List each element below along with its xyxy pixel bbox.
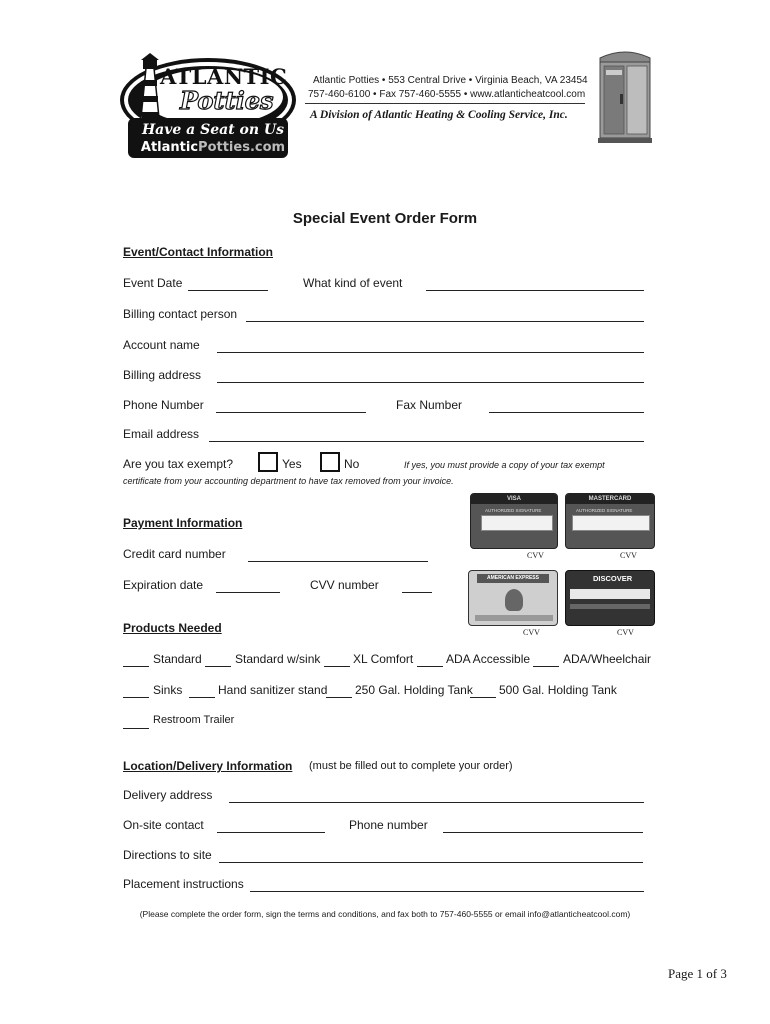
header-division: A Division of Atlantic Heating & Cooling Service, Inc. xyxy=(310,109,568,121)
product-label: ADA/Wheelchair xyxy=(563,652,652,666)
header-divider xyxy=(305,103,585,104)
logo-tagline: Have a Seat on Us xyxy=(141,122,285,138)
onsite-phone-label: Phone number xyxy=(349,818,428,832)
event-contact-heading: Event/Contact Information xyxy=(123,245,274,259)
products-heading: Products Needed xyxy=(123,621,222,635)
portable-toilet-image xyxy=(594,44,656,144)
location-heading: Location/Delivery Information xyxy=(123,759,293,773)
portable-toilet-icon xyxy=(594,44,656,144)
product-label: 250 Gal. Holding Tank xyxy=(355,683,473,697)
tax-exempt-note-1: If yes, you must provide a copy of your tax exempt xyxy=(404,460,605,470)
billing-address-label: Billing address xyxy=(123,368,202,382)
logo-brand-top: ATLANTIC xyxy=(160,64,288,89)
visa-card-image xyxy=(470,493,558,549)
account-name-label: Account name xyxy=(123,338,200,352)
onsite-contact-field[interactable] xyxy=(217,820,325,833)
product-label: ADA Accessible xyxy=(446,652,531,666)
directions-field[interactable] xyxy=(219,850,643,863)
cvv-number-field[interactable] xyxy=(402,580,432,593)
expiration-date-field[interactable] xyxy=(216,580,280,593)
product-qty-field[interactable] xyxy=(189,685,215,698)
payment-heading: Payment Information xyxy=(123,516,243,530)
product-label: XL Comfort xyxy=(353,652,414,666)
mastercard-cvv-caption: CVV xyxy=(620,551,637,560)
product-label: Standard xyxy=(153,652,202,666)
product-qty-field[interactable] xyxy=(123,685,149,698)
discover-stripe xyxy=(570,604,650,609)
form-title: Special Event Order Form xyxy=(292,210,478,227)
event-date-label: Event Date xyxy=(123,276,183,290)
delivery-address-field[interactable] xyxy=(229,790,644,803)
mastercard-brand: MASTERCARD xyxy=(566,494,654,504)
phone-number-field[interactable] xyxy=(216,400,366,413)
product-qty-field[interactable] xyxy=(324,654,350,667)
onsite-phone-field[interactable] xyxy=(443,820,643,833)
amex-cvv-caption: CVV xyxy=(523,628,540,637)
header-contact: 757-460-6100 • Fax 757-460-5555 • www.atlanticheatcool.com xyxy=(308,89,586,100)
tax-exempt-note-2: certificate from your accounting department to have tax removed from your invoice. xyxy=(123,476,454,486)
event-date-field[interactable] xyxy=(188,278,268,291)
discover-card-image xyxy=(565,570,655,626)
tax-exempt-label: Are you tax exempt? xyxy=(123,457,234,471)
kind-of-event-label: What kind of event xyxy=(303,276,403,290)
kind-of-event-field[interactable] xyxy=(426,278,644,291)
email-address-field[interactable] xyxy=(209,429,644,442)
product-qty-field[interactable] xyxy=(123,654,149,667)
product-label: 500 Gal. Holding Tank xyxy=(499,683,617,697)
visa-signature-label: AUTHORIZED SIGNATURE xyxy=(485,508,542,513)
company-logo xyxy=(118,50,298,160)
amex-card-image xyxy=(468,570,558,626)
fax-number-label: Fax Number xyxy=(396,398,463,412)
tax-exempt-no-label: No xyxy=(344,457,360,471)
product-label: Hand sanitizer stand xyxy=(218,683,328,697)
credit-card-number-field[interactable] xyxy=(248,549,428,562)
logo-brand-script: Potties xyxy=(180,86,274,115)
product-qty-field[interactable] xyxy=(326,685,352,698)
billing-contact-field[interactable] xyxy=(246,309,644,322)
email-address-label: Email address xyxy=(123,427,200,441)
product-label: Restroom Trailer xyxy=(153,714,235,726)
header-address: Atlantic Potties • 553 Central Drive • Virginia Beach, VA 23454 xyxy=(313,75,588,86)
delivery-address-label: Delivery address xyxy=(123,788,213,802)
logo-site-prefix: Atlantic xyxy=(140,140,199,155)
page-number: Page 1 of 3 xyxy=(668,966,727,981)
logo-site-suffix: Potties.com xyxy=(198,140,286,155)
visa-cvv-caption: CVV xyxy=(527,551,544,560)
expiration-date-label: Expiration date xyxy=(123,578,204,592)
mastercard-signature-strip xyxy=(572,515,650,531)
location-note: (must be filled out to complete your order) xyxy=(309,760,513,772)
product-label: Sinks xyxy=(153,683,183,697)
product-label: Standard w/sink xyxy=(235,652,321,666)
placement-field[interactable] xyxy=(250,879,644,892)
product-qty-field[interactable] xyxy=(417,654,443,667)
phone-number-label: Phone Number xyxy=(123,398,204,412)
logo-website xyxy=(138,140,288,155)
visa-signature-strip xyxy=(481,515,553,531)
directions-label: Directions to site xyxy=(123,848,212,862)
tax-exempt-yes-checkbox[interactable] xyxy=(258,452,278,472)
placement-label: Placement instructions xyxy=(123,877,244,891)
amex-centurion-icon xyxy=(505,589,523,611)
discover-cvv-caption: CVV xyxy=(617,628,634,637)
discover-signature-strip xyxy=(570,589,650,599)
product-qty-field[interactable] xyxy=(533,654,559,667)
visa-card-brand: VISA xyxy=(471,494,557,504)
amex-number-strip xyxy=(475,615,553,621)
amex-card-brand: AMERICAN EXPRESS xyxy=(477,574,549,583)
onsite-contact-label: On-site contact xyxy=(123,818,204,832)
billing-contact-label: Billing contact person xyxy=(123,307,238,321)
credit-card-number-label: Credit card number xyxy=(123,547,226,561)
fax-number-field[interactable] xyxy=(489,400,644,413)
account-name-field[interactable] xyxy=(217,340,644,353)
product-qty-field[interactable] xyxy=(205,654,231,667)
cvv-number-label: CVV number xyxy=(310,578,379,592)
tax-exempt-no-checkbox[interactable] xyxy=(320,452,340,472)
billing-address-field[interactable] xyxy=(217,370,644,383)
product-qty-field[interactable] xyxy=(470,685,496,698)
footer-note: (Please complete the order form, sign the terms and conditions, and fax both to 757-460-5555 or email info@atlanticheatcool.com) xyxy=(139,909,631,919)
mastercard-image xyxy=(565,493,655,549)
mastercard-signature-label: AUTHORIZED SIGNATURE xyxy=(576,508,633,513)
tax-exempt-yes-label: Yes xyxy=(282,457,302,471)
product-qty-field[interactable] xyxy=(123,716,149,729)
discover-card-brand: DISCOVER xyxy=(593,574,633,583)
